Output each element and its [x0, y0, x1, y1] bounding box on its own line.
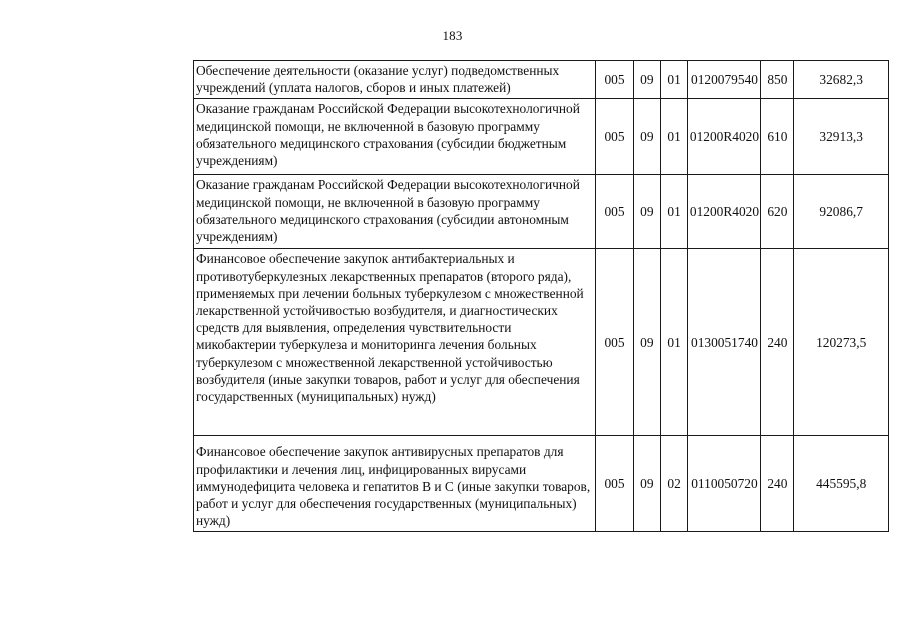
- target-article-code: 0120079540: [688, 61, 761, 99]
- expense-type-code: 620: [761, 175, 794, 249]
- subsection-code: 01: [660, 99, 688, 175]
- row-description: Финансовое обеспечение закупок антивирусных препаратов для профилактики и лечения лиц, инфицированных вирусами иммунодефицита человека и гепатитов B и C (иные закупки товаров, работ и услуг для обеспечения государственных (муниципальных) нужд): [194, 436, 596, 532]
- expense-type-code: 240: [761, 249, 794, 436]
- expense-type-code: 850: [761, 61, 794, 99]
- department-code: 005: [595, 249, 633, 436]
- expense-type-code: 240: [761, 436, 794, 532]
- section-code: 09: [634, 175, 661, 249]
- table-row: [194, 99, 889, 175]
- row-description: Финансовое обеспечение закупок антибактериальных и противотуберкулезных лекарственных препаратов (второго ряда), применяемых при лечении больных туберкулезом с множественной лекарственной устойчивостью возбудителя, и диагностических средств для выявления, определения чувствительности микобактерии туберкулеза и мониторинга лечения больных туберкулезом с множественной лекарственной устойчивостью возбудителя (иные закупки товаров, работ и услуг для обеспечения государственных (муниципальных) нужд): [194, 249, 596, 436]
- page-number: 183: [442, 28, 463, 43]
- budget-table: [193, 60, 889, 532]
- section-code: 09: [634, 99, 661, 175]
- section-code: 09: [634, 436, 661, 532]
- target-article-code: 0110050720: [688, 436, 761, 532]
- subsection-code: 01: [660, 61, 688, 99]
- expense-type-code: 610: [761, 99, 794, 175]
- row-description: Обеспечение деятельности (оказание услуг) подведомственных учреждений (уплата налогов, сборов и иных платежей): [194, 61, 596, 99]
- target-article-code: 0130051740: [688, 249, 761, 436]
- target-article-code: 01200R4020: [688, 175, 761, 249]
- subsection-code: 02: [660, 436, 688, 532]
- table-row: [194, 61, 889, 99]
- table-row: [194, 436, 889, 532]
- department-code: 005: [595, 99, 633, 175]
- amount: 32913,3: [794, 99, 889, 175]
- section-code: 09: [634, 249, 661, 436]
- subsection-code: 01: [660, 249, 688, 436]
- amount: 120273,5: [794, 249, 889, 436]
- row-description: Оказание гражданам Российской Федерации высокотехнологичной медицинской помощи, не включенной в базовую программу обязательного медицинского страхования (субсидии автономным учреждениям): [194, 175, 596, 249]
- department-code: 005: [595, 61, 633, 99]
- amount: 92086,7: [794, 175, 889, 249]
- table-row: [194, 249, 889, 436]
- section-code: 09: [634, 61, 661, 99]
- subsection-code: 01: [660, 175, 688, 249]
- amount: 445595,8: [794, 436, 889, 532]
- row-description: Оказание гражданам Российской Федерации высокотехнологичной медицинской помощи, не включенной в базовую программу обязательного медицинского страхования (субсидии бюджетным учреждениям): [194, 99, 596, 175]
- department-code: 005: [595, 175, 633, 249]
- amount: 32682,3: [794, 61, 889, 99]
- table-row: [194, 175, 889, 249]
- department-code: 005: [595, 436, 633, 532]
- target-article-code: 01200R4020: [688, 99, 761, 175]
